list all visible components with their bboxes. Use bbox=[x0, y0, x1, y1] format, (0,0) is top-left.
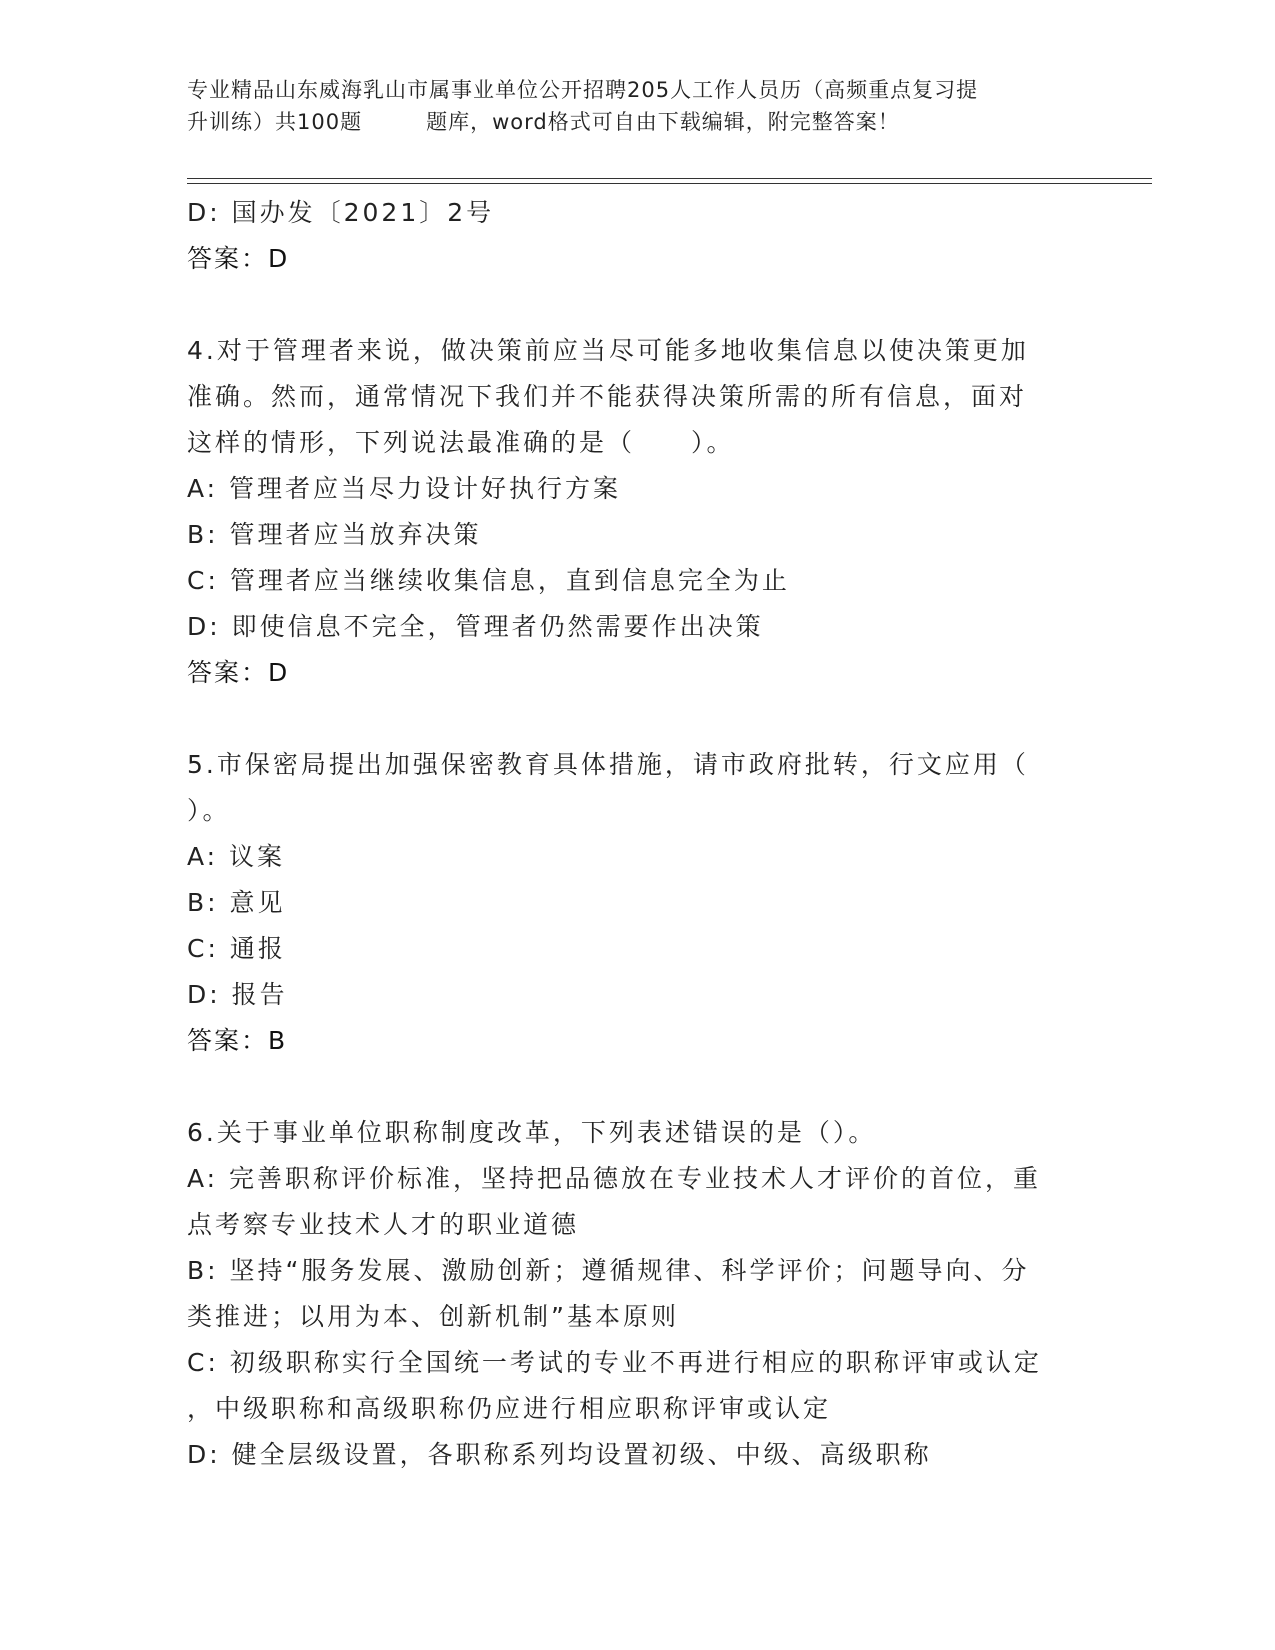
spacer bbox=[187, 1064, 1087, 1110]
header-line-2 bbox=[187, 106, 1087, 138]
q5-option-a: A: 议案 bbox=[187, 842, 286, 871]
header-line-2-part-a: 升训练）共100题 bbox=[187, 110, 363, 134]
q5-answer: 答案：B bbox=[187, 1026, 288, 1055]
page-header bbox=[187, 74, 1087, 138]
header-divider-top bbox=[187, 178, 1152, 179]
q5-stem-line-1: 5.市保密局提出加强保密教育具体措施，请市政府批转，行文应用（ bbox=[187, 750, 1029, 779]
q5-option-d: D: 报告 bbox=[187, 980, 288, 1009]
q4-option-d: D: 即使信息不完全，管理者仍然需要作出决策 bbox=[187, 612, 764, 641]
q4-stem-line-1: 4.对于管理者来说，做决策前应当尽可能多地收集信息以使决策更加 bbox=[187, 336, 1029, 365]
question-4 bbox=[187, 328, 1087, 696]
q6-option-b-line-1: B: 坚持“服务发展、激励创新；遵循规律、科学评价；问题导向、分 bbox=[187, 1256, 1030, 1285]
header-divider-bottom bbox=[187, 183, 1152, 184]
q6-option-c-line-1: C: 初级职称实行全国统一考试的专业不再进行相应的职称评审或认定 bbox=[187, 1348, 1042, 1377]
document-body bbox=[187, 190, 1087, 1478]
header-line-1: 专业精品山东威海乳山市属事业单位公开招聘205人工作人员历（高频重点复习提 bbox=[187, 78, 979, 102]
question-5 bbox=[187, 742, 1087, 1064]
q6-option-c-line-2: ，中级职称和高级职称仍应进行相应职称评审或认定 bbox=[187, 1394, 832, 1423]
q4-option-a: A: 管理者应当尽力设计好执行方案 bbox=[187, 474, 622, 503]
q6-option-a-line-1: A: 完善职称评价标准，坚持把品德放在专业技术人才评价的首位，重 bbox=[187, 1164, 1042, 1193]
q6-option-b-line-2: 类推进；以用为本、创新机制”基本原则 bbox=[187, 1302, 679, 1331]
q4-stem-line-2: 准确。然而，通常情况下我们并不能获得决策所需的所有信息，面对 bbox=[187, 382, 1028, 411]
q4-option-c: C: 管理者应当继续收集信息，直到信息完全为止 bbox=[187, 566, 790, 595]
q5-option-b: B: 意见 bbox=[187, 888, 286, 917]
q4-answer: 答案：D bbox=[187, 658, 290, 687]
q6-option-d: D: 健全层级设置，各职称系列均设置初级、中级、高级职称 bbox=[187, 1440, 932, 1469]
q3-option-d: D: 国办发〔2021〕2号 bbox=[187, 198, 495, 227]
q3-answer: 答案：D bbox=[187, 244, 290, 273]
q4-stem-line-3: 这样的情形，下列说法最准确的是（ ）。 bbox=[187, 428, 735, 457]
q6-option-a-line-2: 点考察专业技术人才的职业道德 bbox=[187, 1210, 580, 1239]
q5-option-c: C: 通报 bbox=[187, 934, 286, 963]
q5-stem-line-2: ）。 bbox=[187, 796, 231, 825]
spacer bbox=[187, 282, 1087, 328]
spacer bbox=[187, 696, 1087, 742]
q6-stem: 6.关于事业单位职称制度改革，下列表述错误的是（）。 bbox=[187, 1118, 877, 1147]
header-line-2-part-b: 题库，word格式可自由下载编辑，附完整答案！ bbox=[426, 110, 900, 134]
question-6 bbox=[187, 1110, 1087, 1478]
q4-option-b: B: 管理者应当放弃决策 bbox=[187, 520, 482, 549]
question-3-tail bbox=[187, 190, 1087, 282]
